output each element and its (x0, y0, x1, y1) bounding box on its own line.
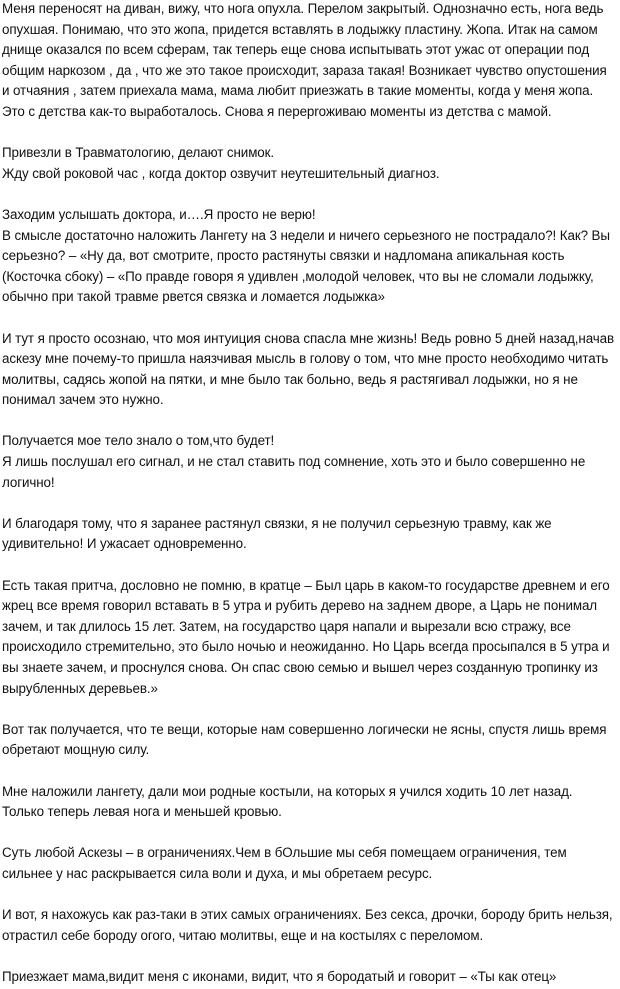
paragraph-4: И тут я просто осознаю, что моя интуиция снова спасла мне жизнь! Ведь ровно 5 дней назад,начав аскезу мне почему-то пришла наязчивая мысль в голову о том, что мне просто необходимо читать молитвы, садясь жопой на пятки, и мне было так больно, ведь я растягивал лодыжки, но я не понимал зачем это нужно. (2, 330, 614, 408)
paragraph-2: Привезли в Травматологию, делают снимок. Жду свой роковой час , когда доктор озвучит неутешительный диагноз. (2, 145, 440, 181)
paragraph-12: Приезжает мама,видит меня с иконами, видит, что я бородатый и говорит – «Ты как отец» (2, 968, 557, 984)
paragraph-8: Вот так получается, что те вещи, которые нам совершенно логически не ясны, спустя лишь время обретают мощную силу. (2, 721, 607, 758)
paragraph-9: Мне наложили лангету, дали мои родные костыли, на которых я учился ходить 10 лет назад. Только теперь левая нога и меньшей кровью. (2, 783, 573, 820)
paragraph-5: Получается мое тело знало о том,что будет! Я лишь послушал его сигнал, и не стал ставить под сомнение, хоть это и было совершенно не логично! (2, 433, 586, 490)
paragraph-6: И благодаря тому, что я заранее растянул связки, я не получил серьезную травму, как же удивительно! И ужасает одновременно. (2, 515, 552, 552)
paragraph-7: Есть такая притча, дословно не помню, в кратце – Был царь в каком-то государстве древнем и его жрец все время говорил вставать в 5 утра и рубить дерево на заднем дворе, а Царь не понимал зачем, и так длилось 15 лет. Затем, на государство царя напали и вырезали всю стражу, все происходило стремительно, это было ночью и неожиданно. Но Царь всегда просыпался в 5 утра и вы знаете зачем, и проснулся снова. Он спас свою семью и вышел через созданную тропинку из вырубленных деревьев.» (2, 577, 610, 696)
paragraph-1: Меня переносят на диван, вижу, что нога опухла. Перелом закрытый. Однозначно есть, нога ведь опухшая. Понимаю, что это жопа, придется вставлять в лодыжку пластину. Жопа. Итак на самом днище оказался по всем сферам, так теперь еще снова испытывать этот ужас от операции под общим наркозом , да , что же это такое происходит, зараза такая! Возникает чувство опустошения и отчаяния , затем приехала мама, мама любит приезжать в такие моменты, когда у меня жопа. Это с детства как-то выработалось. Снова я переproживаю моменты из детства с мамой. (2, 1, 607, 119)
paragraph-11: И вот, я нахожусь как раз-таки в этих самых ограничениях. Без секса, дрочки, бороду брить нельзя, отрастил себе бороду огого, читаю молитвы, еще и на костылях с переломом. (2, 907, 613, 943)
paragraph-10: Суть любой Аскезы – в ограничениях.Чем в бОльшие мы себя помещаем ограничения, тем сильнее у нас раскрывается сила воли и духа, и мы обретаем ресурс. (2, 845, 567, 881)
paragraph-3: Заходим услышать доктора, и….Я просто не верю! В смысле достаточно наложить Лангету на 3 недели и ничего серьезного не пострадало?! Как? Вы серьезно? – «Ну да, вот смотрите, просто растянуты связки и надломана апикальная кость (Косточка сбоку) – «По правде говоря я удивлен ,молодой человек, что вы не сломали лодыжку, обычно при такой травме рвется связка и ломается лодыжка» (2, 206, 610, 305)
